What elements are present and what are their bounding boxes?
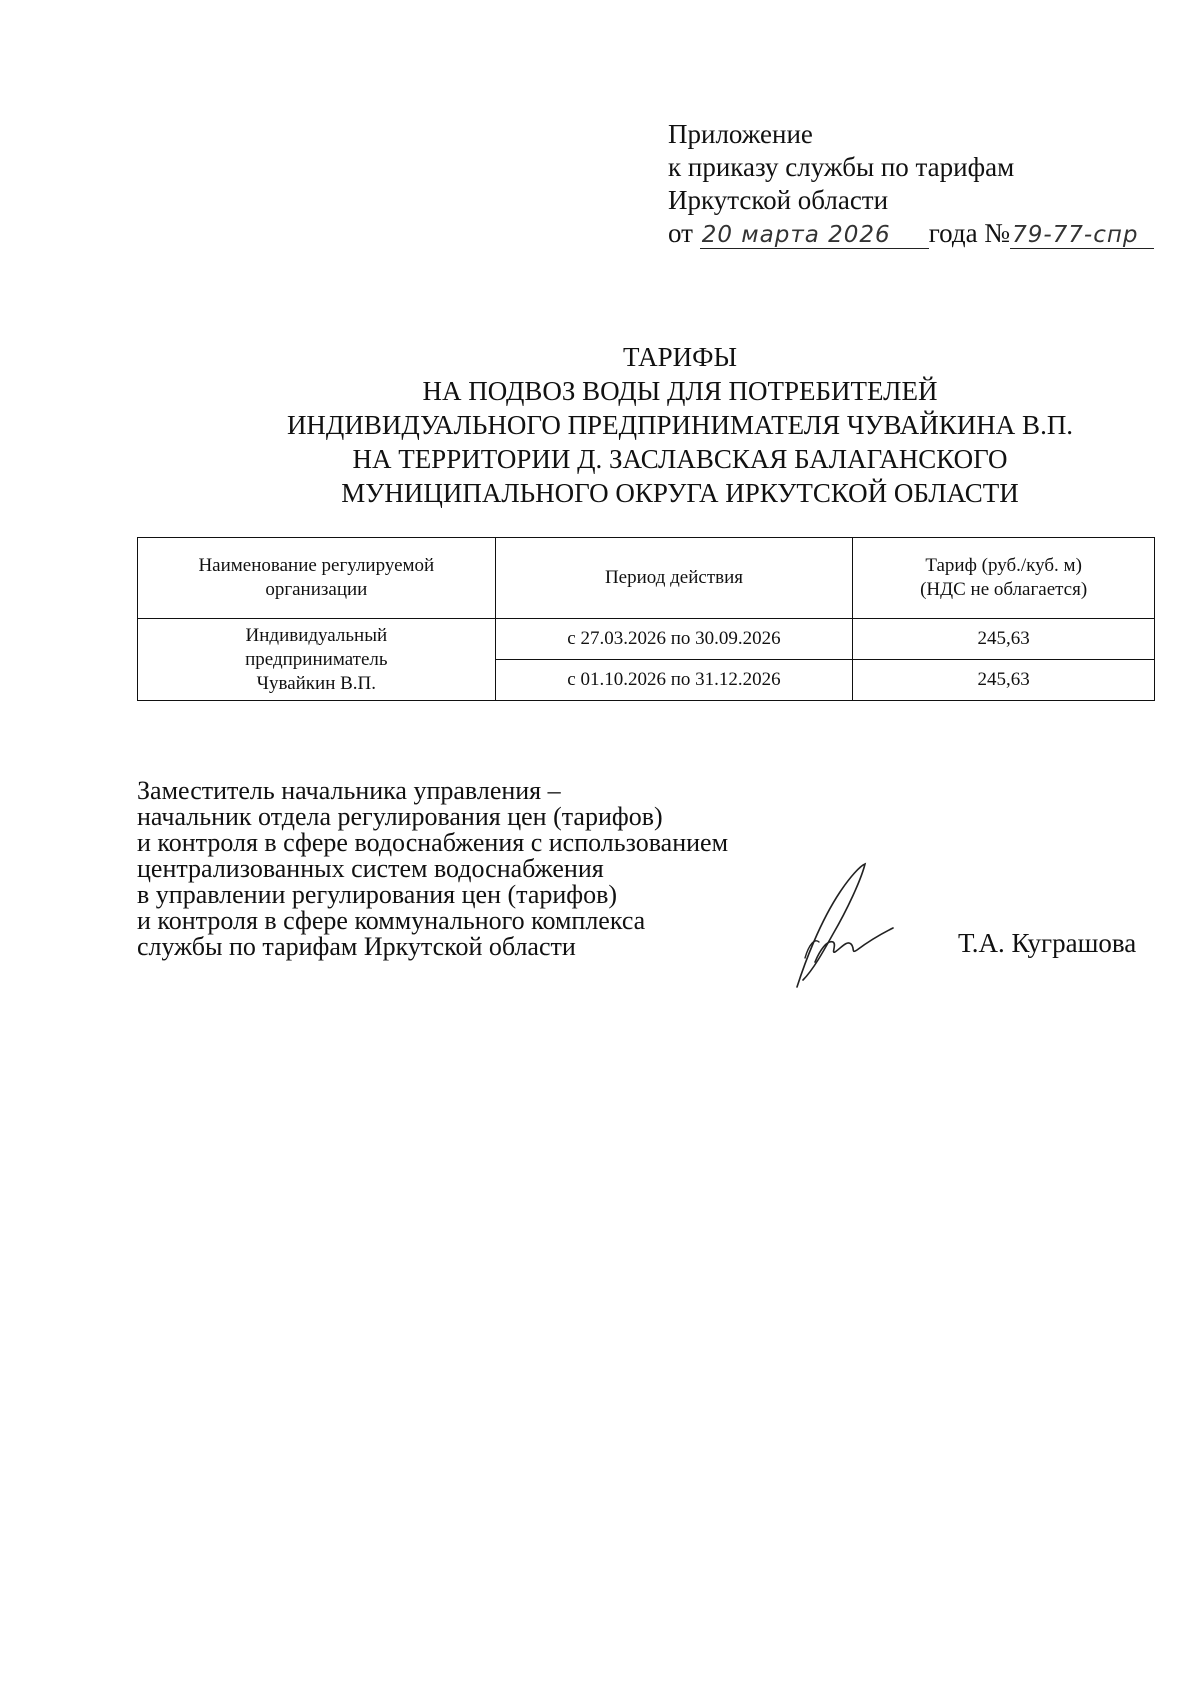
header-tariff	[853, 538, 1155, 619]
handwritten-signature	[785, 862, 905, 992]
tariff-cell: 245,63	[853, 619, 1155, 660]
signer-line-6: и контроля в сфере коммунального комплекса	[137, 906, 646, 935]
signer-line-7: службы по тарифам Иркутской области	[137, 932, 576, 961]
signer-line-4: централизованных систем водоснабжения	[137, 854, 604, 883]
title-line-4: НА ТЕРРИТОРИИ Д. ЗАСЛАВСКАЯ БАЛАГАНСКОГО	[352, 444, 1008, 474]
title-line-3: ИНДИВИДУАЛЬНОГО ПРЕДПРИНИМАТЕЛЯ ЧУВАЙКИНА В.П.	[286, 410, 1074, 440]
handwritten-order-number: 79-77-спр	[1010, 222, 1154, 249]
org-line-2: предприниматель	[245, 648, 388, 670]
header-org-line-1: Наименование регулируемой	[198, 555, 435, 576]
signer-line-5: в управлении регулирования цен (тарифов)	[137, 880, 618, 909]
from-prefix: от	[668, 218, 693, 248]
appendix-date-line	[668, 217, 1188, 250]
tariff-cell: 245,63	[853, 660, 1155, 701]
period-cell: с 27.03.2026 по 30.09.2026	[495, 619, 853, 660]
appendix-header	[668, 118, 1188, 250]
org-line-3: Чувайкин В.П.	[256, 672, 377, 694]
organization-cell	[138, 619, 496, 701]
header-organization	[138, 538, 496, 619]
signer-name: Т.А. Куграшова	[958, 928, 1137, 958]
table-header-row	[138, 538, 1155, 619]
title-line-2: НА ПОДВОЗ ВОДЫ ДЛЯ ПОТРЕБИТЕЛЕЙ	[422, 376, 938, 406]
table-row	[138, 619, 1155, 660]
period-cell: с 01.10.2026 по 31.12.2026	[495, 660, 853, 701]
title-line-5: МУНИЦИПАЛЬНОГО ОКРУГА ИРКУТСКОЙ ОБЛАСТИ	[341, 478, 1019, 508]
year-word: года №	[928, 218, 1011, 248]
signer-position	[137, 778, 837, 960]
title-line-1: ТАРИФЫ	[622, 342, 738, 372]
handwritten-date: 20 марта 2026	[700, 222, 929, 249]
org-line-1: Индивидуальный	[245, 624, 388, 646]
signer-line-1: Заместитель начальника управления –	[137, 776, 561, 805]
header-tariff-line-2: (НДС не облагается)	[920, 579, 1088, 600]
signer-line-2: начальник отдела регулирования цен (тарифов)	[137, 802, 663, 831]
header-period: Период действия	[495, 538, 853, 619]
signer-line-3: и контроля в сфере водоснабжения с использованием	[137, 828, 729, 857]
header-org-line-2: организации	[265, 579, 368, 600]
header-tariff-line-1: Тариф (руб./куб. м)	[925, 555, 1082, 576]
appendix-order-ref: к приказу службы по тарифам	[668, 152, 1015, 182]
appendix-region: Иркутской области	[668, 185, 889, 215]
document-title	[200, 340, 1160, 510]
tariff-table	[137, 537, 1155, 701]
appendix-title: Приложение	[668, 119, 813, 149]
